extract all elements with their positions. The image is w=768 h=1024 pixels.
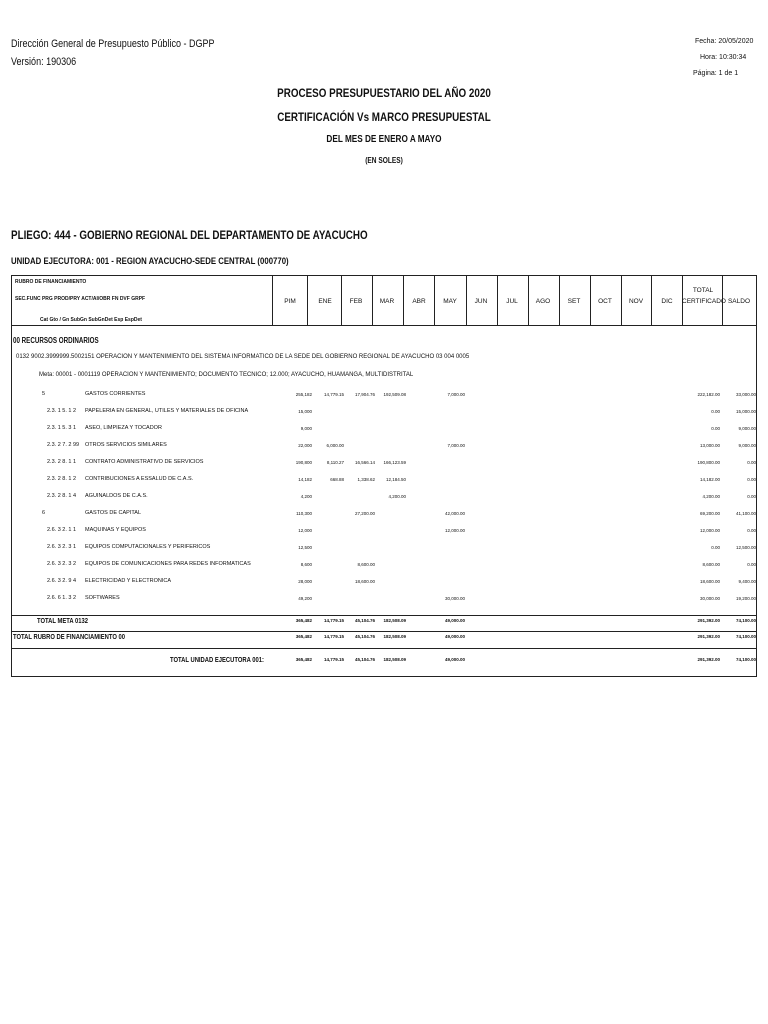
- row-value-total: 18,600.00: [699, 579, 720, 584]
- row-value-saldo: 41,100.00: [735, 511, 756, 516]
- column-header-nov: NOV: [628, 298, 644, 305]
- total-value-saldo: 74,100.00: [735, 618, 756, 623]
- row-value-saldo: 19,200.00: [735, 596, 756, 601]
- report-subtitle: CERTIFICACIÓN Vs MARCO PRESUPUESTAL: [277, 110, 491, 124]
- row-description: ELECTRICIDAD Y ELECTRONICA: [85, 578, 171, 584]
- sec-header: SEC.FUNC PRG PROD/PRY ACT/AI/OBR FN DVF GRPF: [15, 296, 146, 302]
- row-value-total: 12,000.00: [699, 528, 720, 533]
- row-code: 2.3. 1 5. 3 1: [47, 425, 77, 431]
- row-code: 5: [42, 391, 46, 397]
- row-value-total: 69,200.00: [699, 511, 720, 516]
- column-header-may: MAY: [443, 298, 457, 305]
- row-value-pim: 12,500: [298, 545, 312, 550]
- row-code: 2.6. 3 2. 9 4: [47, 578, 77, 584]
- row-value-ene: 6,000.00: [326, 443, 344, 448]
- row-value-pim: 8,600: [300, 562, 312, 567]
- rubro-header: RUBRO DE FINANCIAMIENTO: [15, 279, 87, 285]
- row-value-saldo: 33,000.00: [735, 392, 756, 397]
- total-meta-divider: [11, 615, 757, 616]
- row-value-may: 12,000.00: [444, 528, 465, 533]
- row-value-may: 7,000.00: [447, 443, 465, 448]
- row-value-saldo: 12,500.00: [735, 545, 756, 550]
- date-label: Fecha: 20/05/2020: [695, 38, 754, 45]
- row-description: PAPELERIA EN GENERAL, UTILES Y MATERIALES DE OFICINA: [85, 408, 249, 414]
- total-value-saldo: 74,100.00: [735, 657, 756, 662]
- total-value-pim: 365,482: [295, 618, 312, 623]
- time-label: Hora: 10:30:34: [700, 54, 747, 61]
- row-description: EQUIPOS DE COMUNICACIONES PARA REDES INFORMATICAS: [85, 561, 251, 567]
- row-value-saldo: 9,000.00: [738, 443, 756, 448]
- row-value-total: 0.00: [711, 545, 720, 550]
- row-value-pim: 12,000: [298, 528, 312, 533]
- row-value-pim: 49,200: [298, 596, 312, 601]
- pliego-title: PLIEGO: 444 - GOBIERNO REGIONAL DEL DEPARTAMENTO DE AYACUCHO: [11, 228, 368, 242]
- total-value-may: 49,000.00: [444, 618, 465, 623]
- total-value-pim: 365,482: [295, 657, 312, 662]
- row-description: CONTRIBUCIONES A ESSALUD DE C.A.S.: [85, 476, 194, 482]
- row-code: 2.6. 3 2. 1 1: [47, 527, 77, 533]
- row-value-mar: 166,123.59: [383, 460, 406, 465]
- row-value-saldo: 0.00: [747, 562, 756, 567]
- row-value-total: 13,000.00: [699, 443, 720, 448]
- row-value-pim: 22,000: [298, 443, 312, 448]
- recursos-label: 00 RECURSOS ORDINARIOS: [13, 336, 99, 345]
- row-value-may: 30,000.00: [444, 596, 465, 601]
- column-header-oct: OCT: [598, 298, 612, 305]
- total-value-total: 291,392.00: [697, 634, 720, 639]
- row-value-feb: 16,566.14: [354, 460, 375, 465]
- total-value-ene: 14,779.15: [323, 618, 344, 623]
- total-value-feb: 45,104.76: [354, 657, 375, 662]
- row-code: 2.6. 6 1. 3 2: [47, 595, 77, 601]
- row-value-feb: 8,600.00: [357, 562, 375, 567]
- row-value-ene: 668.88: [330, 477, 344, 482]
- row-value-saldo: 0.00: [747, 528, 756, 533]
- org-name: Dirección General de Presupuesto Público - DGPP: [11, 38, 215, 50]
- page-label: Página: 1 de 1: [693, 70, 739, 77]
- total-value-mar: 182,508.09: [383, 657, 406, 662]
- report-title: PROCESO PRESUPUESTARIO DEL AÑO 2020: [277, 86, 491, 100]
- column-header-saldo: SALDO: [727, 298, 751, 305]
- column-header-ene: ENE: [318, 298, 332, 305]
- cat-header: Cat Gto / Gn SubGn SubGnDet Esp EspDet: [40, 317, 142, 323]
- column-header-dic: DIC: [661, 298, 673, 305]
- row-value-saldo: 15,000.00: [735, 409, 756, 414]
- row-value-pim: 255,182: [295, 392, 312, 397]
- row-code: 2.3. 2 8. 1 1: [47, 459, 77, 465]
- column-header-total: TOTAL: [692, 287, 714, 294]
- column-header-jun: JUN: [474, 298, 488, 305]
- row-value-pim: 190,800: [295, 460, 312, 465]
- row-code: 2.3. 2 7. 2 99: [47, 442, 80, 448]
- row-value-ene: 8,110.27: [326, 460, 344, 465]
- report-period: DEL MES DE ENERO A MAYO: [326, 134, 442, 145]
- row-value-mar: 4,200.00: [388, 494, 406, 499]
- total-value-pim: 365,482: [295, 634, 312, 639]
- row-value-pim: 110,300: [296, 511, 312, 516]
- row-value-mar: 12,184.50: [385, 477, 406, 482]
- total-label: TOTAL META 0132: [37, 616, 89, 625]
- row-value-total: 8,600.00: [702, 562, 720, 567]
- row-value-pim: 9,000: [300, 426, 312, 431]
- row-code: 2.3. 2 8. 1 4: [47, 493, 77, 499]
- column-header-jul: JUL: [506, 298, 518, 305]
- column-header-mar: MAR: [379, 298, 395, 305]
- row-description: GASTOS DE CAPITAL: [85, 510, 142, 516]
- row-value-ene: 14,779.15: [323, 392, 344, 397]
- total-value-total: 291,392.00: [697, 618, 720, 623]
- column-header-set: SET: [567, 298, 581, 305]
- sec-func-line: 0132 9002.3999999.5002151 OPERACION Y MANTENIMIENTO DEL SISTEMA INFORMATICO DE LA SEDE DEL GOBIERNO REGIONAL DE AYACUCHO 03 004 0005: [16, 354, 470, 360]
- column-header-abr: ABR: [412, 298, 426, 305]
- total-value-mar: 182,508.09: [383, 634, 406, 639]
- row-description: OTROS SERVICIOS SIMILARES: [85, 442, 167, 448]
- row-description: GASTOS CORRIENTES: [85, 391, 146, 397]
- row-description: EQUIPOS COMPUTACIONALES Y PERIFERICOS: [85, 544, 211, 550]
- row-value-saldo: 0.00: [747, 460, 756, 465]
- row-code: 2.3. 2 8. 1 2: [47, 476, 77, 482]
- row-value-feb: 1,338.62: [357, 477, 375, 482]
- column-header-pim: PIM: [284, 298, 296, 305]
- total-value-feb: 45,104.76: [354, 618, 375, 623]
- row-value-total: 222,182.00: [697, 392, 720, 397]
- report-currency: (EN SOLES): [365, 156, 403, 165]
- column-header-certificado: CERTIFICADO: [682, 298, 726, 305]
- total-value-mar: 182,508.09: [383, 618, 406, 623]
- total-value-feb: 45,104.76: [354, 634, 375, 639]
- row-value-may: 7,000.00: [447, 392, 465, 397]
- column-header-ago: AGO: [535, 298, 551, 305]
- unidad-title: UNIDAD EJECUTORA: 001 - REGION AYACUCHO-SEDE CENTRAL (000770): [11, 256, 289, 267]
- header-divider: [11, 325, 757, 326]
- total-value-may: 49,000.00: [444, 657, 465, 662]
- row-value-total: 190,800.00: [697, 460, 720, 465]
- row-value-pim: 15,000: [298, 409, 312, 414]
- column-divider: [272, 275, 273, 325]
- row-code: 2.6. 3 2. 3 2: [47, 561, 77, 567]
- total-value-ene: 14,779.15: [323, 657, 344, 662]
- row-value-feb: 18,600.00: [354, 579, 375, 584]
- row-value-saldo: 0.00: [747, 494, 756, 499]
- total-ue-divider: [11, 648, 757, 649]
- row-value-mar: 192,509.08: [383, 392, 406, 397]
- row-value-saldo: 9,000.00: [738, 426, 756, 431]
- row-value-total: 0.00: [711, 426, 720, 431]
- row-value-total: 4,200.00: [702, 494, 720, 499]
- total-value-saldo: 74,100.00: [735, 634, 756, 639]
- row-value-saldo: 0.00: [747, 477, 756, 482]
- total-value-total: 291,392.00: [697, 657, 720, 662]
- row-value-pim: 4,200: [300, 494, 312, 499]
- row-value-total: 0.00: [711, 409, 720, 414]
- row-code: 2.6. 3 2. 3 1: [47, 544, 77, 550]
- version-label: Versión: 190306: [11, 56, 77, 68]
- row-code: 6: [42, 510, 46, 516]
- column-header-feb: FEB: [349, 298, 363, 305]
- row-value-saldo: 9,400.00: [738, 579, 756, 584]
- row-value-pim: 14,182: [298, 477, 312, 482]
- row-value-total: 14,182.00: [699, 477, 720, 482]
- column-divider: [307, 275, 308, 325]
- total-value-may: 49,000.00: [444, 634, 465, 639]
- row-value-may: 42,000.00: [444, 511, 465, 516]
- row-value-feb: 17,904.76: [354, 392, 375, 397]
- row-value-total: 30,000.00: [699, 596, 720, 601]
- row-description: ASEO, LIMPIEZA Y TOCADOR: [85, 425, 162, 431]
- total-value-ene: 14,779.15: [323, 634, 344, 639]
- total-label: TOTAL UNIDAD EJECUTORA 001:: [170, 655, 264, 664]
- row-description: CONTRATO ADMINISTRATIVO DE SERVICIOS: [85, 459, 204, 465]
- row-value-pim: 28,000: [298, 579, 312, 584]
- total-label: TOTAL RUBRO DE FINANCIAMIENTO 00: [13, 632, 126, 641]
- row-code: 2.3. 1 5. 1 2: [47, 408, 77, 414]
- row-description: SOFTWARES: [85, 595, 120, 601]
- row-description: MAQUINAS Y EQUIPOS: [85, 527, 146, 533]
- row-value-feb: 27,200.00: [354, 511, 375, 516]
- row-description: AGUINALDOS DE C.A.S.: [85, 493, 148, 499]
- meta-line: Meta: 00001 - 0001119 OPERACION Y MANTENIMIENTO; DOCUMENTO TECNICO; 12.000; AYACUCHO, HUAMANGA, MULTIDISTRITAL: [39, 372, 414, 378]
